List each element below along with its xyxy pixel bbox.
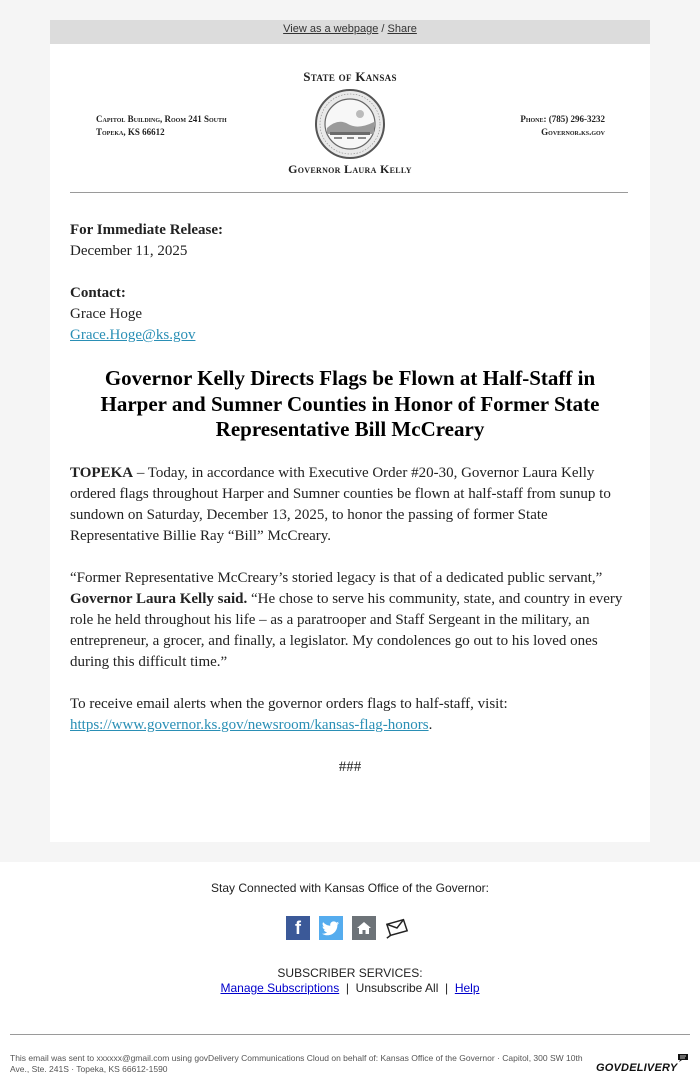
contact-name: Grace Hoge: [70, 306, 143, 322]
press-release-body: [70, 220, 630, 778]
footer-divider: [10, 1034, 690, 1035]
link-separator: |: [339, 981, 356, 995]
help-link[interactable]: Help: [454, 981, 480, 995]
twitter-icon[interactable]: [319, 916, 343, 940]
website-line: Governor.ks.gov: [541, 127, 605, 137]
quote-start: “Former Representative McCreary’s storied legacy is that of a dedicated public servant,”: [70, 569, 603, 586]
contact-email-link[interactable]: Grace.Hoge@ks.gov: [70, 327, 196, 343]
manage-subscriptions-link[interactable]: Manage Subscriptions: [220, 981, 340, 995]
webbar-separator: /: [378, 23, 388, 35]
subscriber-services: [0, 966, 700, 996]
email-card: [50, 44, 650, 842]
stay-connected-text: Stay Connected with Kansas Office of the Governor:: [211, 881, 489, 895]
phone-line: Phone: (785) 296-3232: [520, 114, 605, 124]
email-icon[interactable]: [385, 916, 409, 940]
state-title: State of Kansas: [303, 69, 397, 84]
social-icons: [286, 916, 409, 940]
web-view-bar: [50, 20, 650, 45]
link-separator: |: [438, 981, 455, 995]
subscriber-title: SUBSCRIBER SERVICES:: [277, 966, 423, 980]
paragraph-2: [70, 568, 630, 673]
headline: Governor Kelly Directs Flags be Flown at Half-Staff in Harper and Sumner Counties in Honor of Former State Representative Bill McCreary: [100, 366, 600, 441]
address-line-1: Capitol Building, Room 241 South: [96, 114, 227, 124]
alert-period: .: [428, 716, 433, 733]
unsubscribe-all-text[interactable]: Unsubscribe All: [355, 981, 439, 995]
share-link[interactable]: Share: [387, 23, 417, 35]
fine-print: This email was sent to xxxxxx@gmail.com using govDelivery Communications Cloud on behalf of: Kansas Office of the Governor · Capitol, 300 SW 10th Ave., Ste. 241S · Topeka, KS 66612-1590: [10, 1053, 583, 1074]
release-label: For Immediate Release:: [70, 222, 224, 238]
office-address: [96, 113, 227, 139]
paragraph-1-text: – Today, in accordance with Executive Order #20-30, Governor Laura Kelly ordered flags throughout Harper and Sumner counties be flown at half-staff from sunup to sundown on Saturday, December 13, 2025, to honor the passing of former State Representative Billie Ray “Bill” McCreary.: [70, 464, 611, 544]
governor-name: Governor Laura Kelly: [288, 162, 412, 176]
paragraph-1: [70, 463, 630, 547]
dateline: TOPEKA: [70, 464, 134, 481]
end-mark: ###: [338, 758, 362, 775]
home-icon[interactable]: [352, 916, 376, 940]
view-as-webpage-link[interactable]: View as a webpage: [283, 23, 379, 35]
alert-text: To receive email alerts when the governor orders flags to half-staff, visit:: [70, 695, 508, 712]
release-date: December 11, 2025: [70, 243, 188, 259]
office-contact: [520, 113, 605, 139]
govdelivery-logo: GOVDELIVERY: [596, 1062, 678, 1074]
facebook-icon[interactable]: f: [286, 916, 310, 940]
govdelivery-mark-icon: [677, 1053, 689, 1063]
subscriber-links: [0, 981, 700, 996]
quote-attribution: Governor Laura Kelly said.: [70, 590, 248, 607]
flag-honors-link[interactable]: https://www.governor.ks.gov/newsroom/kansas-flag-honors: [70, 716, 429, 733]
letterhead-divider: [70, 192, 628, 193]
address-line-2: Topeka, KS 66612: [96, 127, 165, 137]
paragraph-3: [70, 694, 630, 736]
kansas-seal-icon: [314, 88, 386, 160]
contact-label: Contact:: [70, 285, 126, 301]
quote-end: “He chose to serve his community, state, and country in every role he held throughout his life – as a paratrooper and Staff Sergeant in the military, an entrepreneur, a grocer, and finally, a legislator. My condolences go out to his loved ones during this difficult time.”: [70, 590, 623, 670]
